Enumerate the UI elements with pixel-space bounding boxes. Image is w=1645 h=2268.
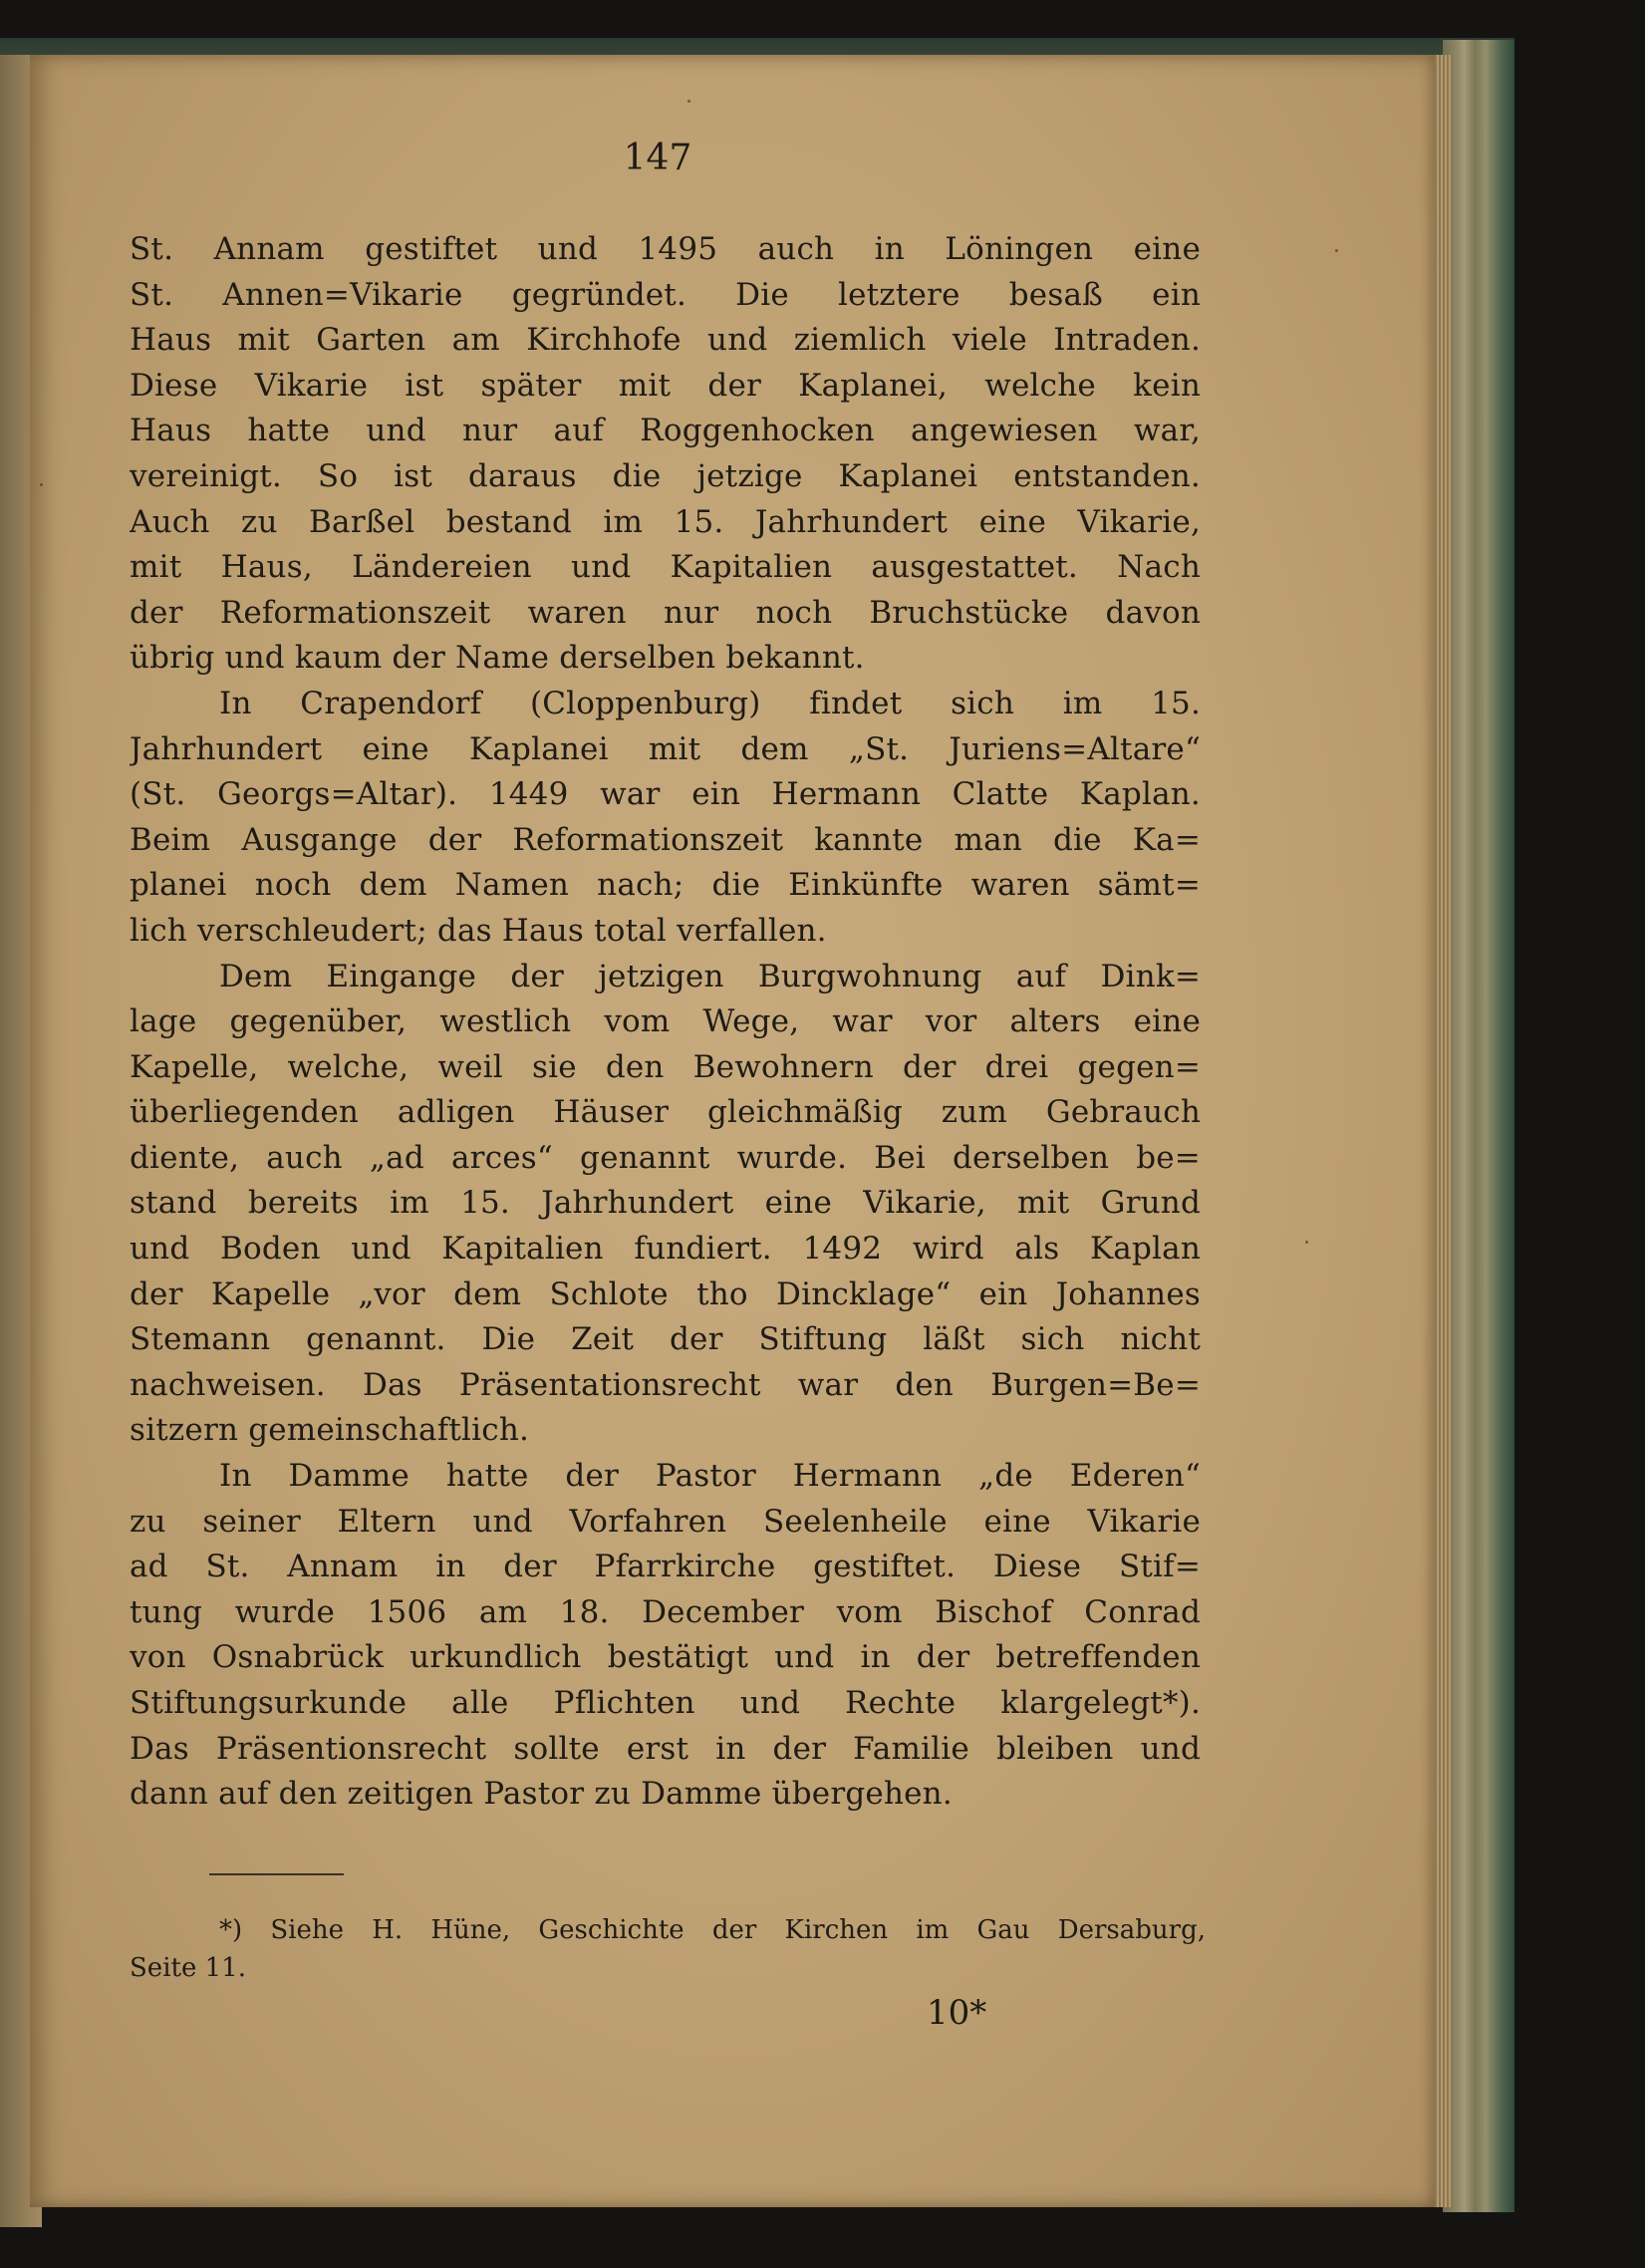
text-line: vereinigt. So ist daraus die jetzige Kaplanei entstanden. <box>130 457 1201 494</box>
text-line: Stiftungsurkunde alle Pflichten und Rechte klargelegt*). <box>130 1685 1201 1721</box>
text-line: stand bereits im 15. Jahrhundert eine Vikarie, mit Grund <box>130 1185 1201 1222</box>
text-line: sitzern gemeinschaftlich. <box>130 1412 530 1449</box>
text-line: St. Annen=Vikarie gegründet. Die letztere besaß ein <box>130 276 1201 313</box>
text-line: Das Präsentionsrecht sollte erst in der Familie bleiben und <box>130 1730 1201 1767</box>
text-line: planei noch dem Namen nach; die Einkünfte waren sämt= <box>130 867 1201 904</box>
text-line: mit Haus, Ländereien und Kapitalien ausgestattet. Nach <box>130 549 1201 586</box>
text-line: ad St. Annam in der Pfarrkirche gestiftet. Diese Stif= <box>130 1549 1201 1585</box>
text-line: Stemann genannt. Die Zeit der Stiftung läßt sich nicht <box>130 1321 1201 1358</box>
text-line: Beim Ausgange der Reformationszeit kannte man die Ka= <box>130 821 1201 858</box>
text-line: von Osnabrück urkundlich bestätigt und in der betreffenden <box>130 1639 1201 1676</box>
text-line: Kapelle, welche, weil sie den Bewohnern der drei gegen= <box>130 1048 1201 1085</box>
text-line: (St. Georgs=Altar). 1449 war ein Hermann Clatte Kaplan. <box>130 776 1201 813</box>
text-line: Jahrhundert eine Kaplanei mit dem „St. Juriens=Altare“ <box>130 730 1201 767</box>
text-line: Haus mit Garten am Kirchhofe und ziemlich viele Intraden. <box>130 322 1201 359</box>
body-text <box>130 227 1201 1818</box>
text-line: In Crapendorf (Cloppenburg) findet sich im 15. <box>219 685 1201 721</box>
text-line: überliegenden adligen Häuser gleichmäßig zum Gebrauch <box>130 1094 1201 1131</box>
text-line: St. Annam gestiftet und 1495 auch in Löningen eine <box>130 231 1201 267</box>
text-line: In Damme hatte der Pastor Hermann „de Ederen“ <box>219 1458 1201 1495</box>
text-line: Haus hatte und nur auf Roggenhocken angewiesen war, <box>130 413 1201 449</box>
text-line: dann auf den zeitigen Pastor zu Damme übergehen. <box>130 1776 953 1813</box>
text-line: übrig und kaum der Name derselben bekannt. <box>130 640 865 677</box>
text-line: nachweisen. Das Präsentationsrecht war den Burgen=Be= <box>130 1366 1201 1403</box>
text-line: zu seiner Eltern und Vorfahren Seelenheile eine Vikarie <box>130 1503 1201 1540</box>
text-line: der Reformationszeit waren nur noch Bruchstücke davon <box>130 594 1201 631</box>
text-line: Auch zu Barßel bestand im 15. Jahrhundert eine Vikarie, <box>130 503 1201 540</box>
signature-mark: 10* <box>927 1993 987 2033</box>
text-line: tung wurde 1506 am 18. December vom Bischof Conrad <box>130 1593 1201 1630</box>
footnote-line: Seite 11. <box>130 1953 246 1983</box>
book-cover-edge <box>1443 40 1514 2212</box>
footnote <box>130 1911 1206 1987</box>
footnote-line: *) Siehe H. Hüne, Geschichte der Kirchen im Gau Dersaburg, <box>219 1915 1206 1945</box>
text-line: der Kapelle „vor dem Schlote tho Dincklage“ ein Johannes <box>130 1276 1201 1312</box>
footnote-rule <box>209 1873 344 1875</box>
text-line: und Boden und Kapitalien fundiert. 1492 wird als Kaplan <box>130 1231 1201 1268</box>
text-line: Dem Eingange der jetzigen Burgwohnung auf Dink= <box>219 958 1201 994</box>
text-line: lich verschleudert; das Haus total verfallen. <box>130 912 827 949</box>
page-number: 147 <box>623 138 692 178</box>
text-line: Diese Vikarie ist später mit der Kaplanei, welche kein <box>130 367 1201 404</box>
text-line: diente, auch „ad arces“ genannt wurde. Bei derselben be= <box>130 1139 1201 1176</box>
text-line: lage gegenüber, westlich vom Wege, war vor alters eine <box>130 1003 1201 1040</box>
